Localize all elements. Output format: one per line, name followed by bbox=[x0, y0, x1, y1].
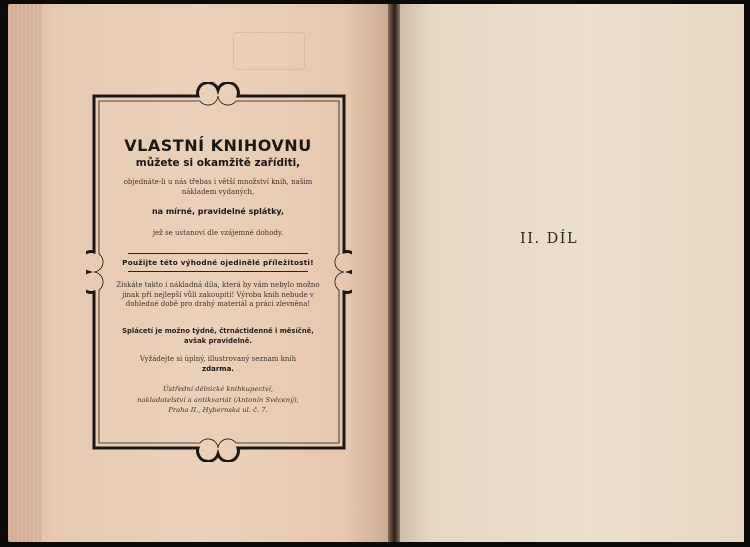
advert-paragraph: Získáte takto i nákladná díla, která by vám nebylo možno jinak při nejlepší vůli zakoupiti! Výroba knih nebude v dohledné době pro drahý materiál a práci zlevněna! bbox=[116, 281, 320, 309]
advert-agreement: jež se ustanoví dle vzájemné dohody. bbox=[152, 229, 284, 237]
advert-title: VLASTNÍ KNIHOVNU bbox=[124, 136, 312, 155]
catalog-offer-free: zdarma. bbox=[202, 365, 234, 373]
book-gutter bbox=[388, 4, 400, 542]
publisher-address bbox=[110, 384, 326, 416]
divider bbox=[128, 271, 308, 272]
page-edges bbox=[8, 4, 42, 542]
advert-paragraph: objednáte-li u nás třebas i větší množství knih, našim nákladem vydaných, bbox=[123, 178, 313, 196]
advertisement-box bbox=[100, 100, 336, 445]
advert-subtitle: můžete si okamžitě zaříditi, bbox=[135, 157, 301, 169]
divider bbox=[128, 253, 308, 254]
publisher-line: Praha II., Hybernská ul. č. 7. bbox=[168, 406, 268, 414]
advert-catalog-offer bbox=[110, 354, 326, 374]
publisher-line: nakladatelství a antikvariát (Antonín Svěcený), bbox=[137, 395, 299, 404]
publisher-line: Ústřední dělnické knihkupectví, bbox=[162, 385, 274, 393]
part-heading: II. DÍL bbox=[520, 231, 579, 247]
advert-payment-terms: Splácetí je možno týdně, čtrnáctidenně i měsíčně, avšak pravidelně. bbox=[122, 327, 314, 345]
right-page bbox=[398, 4, 744, 542]
advert-installments: na mírné, pravidelné splátky, bbox=[151, 207, 285, 216]
advert-banner: Použijte této výhodné ojedinělé příležitosti! bbox=[122, 258, 314, 267]
blind-stamp bbox=[233, 32, 305, 70]
catalog-offer-text: Vyžádejte si úplný, illustrovaný seznam knih bbox=[139, 355, 297, 363]
